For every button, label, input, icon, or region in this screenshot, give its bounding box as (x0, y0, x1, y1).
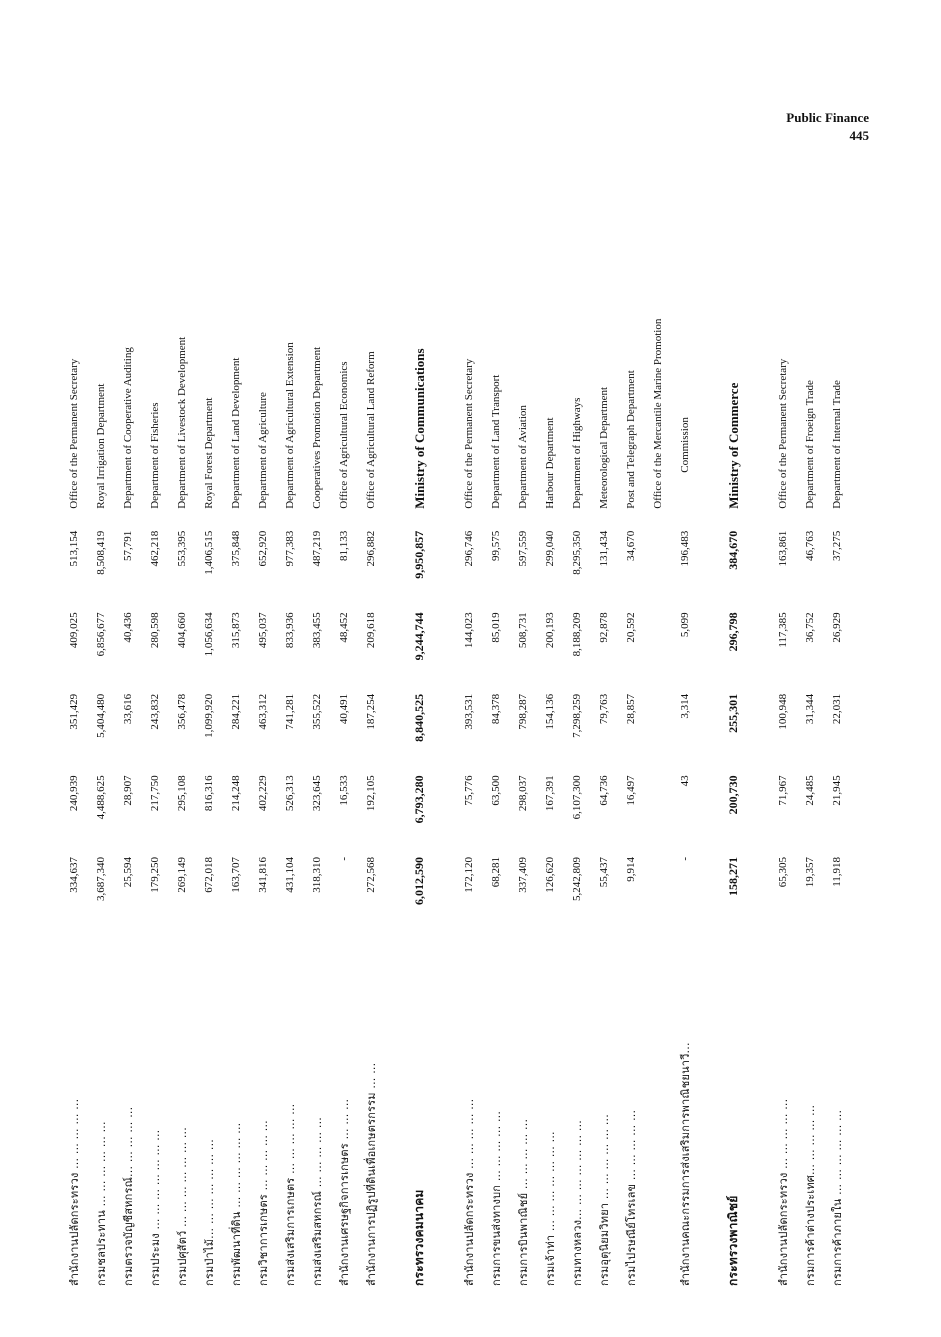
value-cell: 92,878 (597, 612, 610, 643)
value-cell: 8,508,419 (94, 530, 107, 575)
value-cell: 404,660 (175, 612, 188, 649)
value-cell: 144,023 (462, 612, 475, 649)
value-cell: - (337, 856, 350, 861)
value-cell: 9,950,857 (412, 530, 426, 579)
spacer-row (384, 175, 406, 1290)
thai-label: กรมไปรษณีย์โทรเลข ... ... ... ... ... (624, 1109, 638, 1286)
value-cell: 351,429 (67, 693, 80, 730)
value-cell: 40,491 (337, 693, 350, 725)
english-label: Office of the Permanent Secretary (67, 358, 80, 509)
table-row (455, 175, 482, 1290)
thai-label: สำนักงานปลัดกระทรวง ... ... ... ... ... (462, 1098, 476, 1286)
value-cell: 3,314 (678, 693, 691, 719)
value-cell: 209,618 (364, 612, 377, 649)
english-label: Department of Land Development (229, 357, 242, 509)
value-cell: 99,575 (489, 530, 502, 562)
value-cell: 240,939 (67, 775, 80, 812)
value-cell: 337,409 (516, 856, 529, 893)
value-cell: 11,918 (830, 856, 843, 887)
english-label: Harbour Department (543, 417, 556, 509)
value-cell: 75,776 (462, 775, 475, 806)
value-cell: - (678, 856, 691, 861)
value-cell: 192,105 (364, 775, 377, 812)
value-cell: 6,107,300 (570, 775, 583, 820)
table-row (168, 175, 195, 1290)
value-cell: 25,594 (121, 856, 134, 888)
value-cell: 356,478 (175, 693, 188, 730)
english-label: Royal Irrigation Department (94, 383, 107, 509)
table-row (357, 175, 384, 1290)
ministry-row (720, 175, 747, 1290)
english-label: Commission (678, 417, 691, 473)
value-cell: 100,948 (776, 693, 789, 730)
table-row (671, 175, 698, 1290)
value-cell: 126,620 (543, 856, 556, 893)
value-cell: 22,031 (830, 693, 843, 725)
value-cell: 269,149 (175, 856, 188, 893)
table-row (303, 175, 330, 1290)
rotated-table-container (60, 175, 870, 1290)
thai-label: สำนักงานคณะกรรมการส่งเสริมการพาณิชยนาวี... (678, 1042, 692, 1286)
value-cell: 200,730 (726, 775, 740, 815)
value-cell: 652,920 (256, 530, 269, 567)
table-row (60, 175, 87, 1290)
spacer-row (698, 175, 720, 1290)
value-cell: 409,025 (67, 612, 80, 649)
value-cell: 33,616 (121, 693, 134, 725)
value-cell: 26,929 (830, 612, 843, 643)
thai-label: กรมพัฒนาที่ดิน ... ... ... ... ... ... (229, 1122, 243, 1286)
table-row (590, 175, 617, 1290)
table-row (563, 175, 590, 1290)
value-cell: 318,310 (310, 856, 323, 893)
value-cell: 5,404,480 (94, 693, 107, 738)
value-cell: 526,313 (283, 775, 296, 812)
table-row (536, 175, 563, 1290)
table-row (141, 175, 168, 1290)
value-cell: 81,133 (337, 530, 350, 562)
value-cell: 40,436 (121, 612, 134, 643)
english-label: Office of the Mercantile Marine Promotion (651, 318, 664, 509)
spacer-cell (698, 175, 720, 1290)
value-cell: 43 (678, 775, 691, 787)
value-cell: 200,193 (543, 612, 556, 649)
value-cell: 71,967 (776, 775, 789, 806)
english-label: Office of the Permanent Secretary (776, 358, 789, 509)
value-cell: 296,746 (462, 530, 475, 567)
english-label: Department of Aviation (516, 405, 529, 509)
value-cell: 117,385 (776, 612, 789, 648)
value-cell: 37,275 (830, 530, 843, 562)
value-cell: 3,687,340 (94, 856, 107, 901)
value-cell: 597,559 (516, 530, 529, 567)
thai-label: สำนักงานปลัดกระทรวง ... ... ... ... ... (776, 1098, 790, 1286)
english-label: Office of the Permanent Secretary (462, 358, 475, 509)
thai-label: กรมตรวจบัญชีสหกรณ์... ... ... ... ... (121, 1106, 135, 1286)
thai-label: กรมอุตุนิยมวิทยา ... ... ... ... ... ... (597, 1114, 611, 1286)
value-cell: 513,154 (67, 530, 80, 567)
english-label: Cooperatives Promotion Department (310, 346, 323, 509)
thai-label: กรมชลประทาน ... ... ... ... ... ... (94, 1121, 108, 1286)
value-cell: 296,798 (726, 612, 740, 652)
value-cell: 1,406,515 (202, 530, 215, 575)
value-cell: 158,271 (726, 856, 740, 896)
table-row (195, 175, 222, 1290)
thai-label: กรมส่งเสริมสหกรณ์ ... ... ... ... ... (310, 1116, 324, 1286)
value-cell: 196,483 (678, 530, 691, 567)
value-cell: 298,037 (516, 775, 529, 812)
thai-label: สำนักงานการปฏิรูปที่ดินเพื่อเกษตรกรรม ... ... (364, 1062, 378, 1286)
value-cell: 272,568 (364, 856, 377, 893)
value-cell (644, 604, 671, 686)
table-row (823, 175, 850, 1290)
page-header (786, 110, 869, 144)
spacer-row (747, 175, 769, 1290)
thai-label: กรมวิชาการเกษตร ... ... ... ... ... (256, 1120, 270, 1286)
english-label: Department of Agriculture (256, 392, 269, 509)
value-cell: 34,670 (624, 530, 637, 562)
value-cell: 154,136 (543, 693, 556, 730)
thai-label: สำนักงานเศรษฐกิจการเกษตร ... ... ... (337, 1098, 351, 1286)
thai-label: กรมการค้าภายใน ... ... ... ... ... ... (830, 1109, 844, 1286)
value-cell: 5,099 (678, 612, 691, 638)
value-cell (644, 686, 671, 768)
value-cell: 163,707 (229, 856, 242, 893)
value-cell: 672,018 (202, 856, 215, 893)
table-row (87, 175, 114, 1290)
table-row (769, 175, 796, 1290)
value-cell: 6,012,590 (412, 856, 426, 905)
value-cell: 315,873 (229, 612, 242, 649)
value-cell: 798,287 (516, 693, 529, 730)
spacer-row (433, 175, 455, 1290)
value-cell: 63,500 (489, 775, 502, 806)
value-cell: 187,254 (364, 693, 377, 730)
value-cell: 375,848 (229, 530, 242, 567)
value-cell: 65,305 (776, 856, 789, 888)
english-label: Department of Highways (570, 397, 583, 509)
english-label: Ministry of Commerce (725, 382, 741, 509)
english-label: Post and Telegraph Department (624, 370, 637, 509)
english-label: Department of Internal Trade (830, 380, 843, 509)
value-cell: 55,437 (597, 856, 610, 888)
thai-label: กรมป่าไม้... ... ... ... ... ... ... (202, 1139, 216, 1286)
value-cell: 495,037 (256, 612, 269, 649)
thai-label: กระทรวงคมนาคม (412, 1189, 426, 1286)
value-cell: 553,395 (175, 530, 188, 567)
value-cell: 8,295,350 (570, 530, 583, 575)
value-cell: 393,531 (462, 693, 475, 730)
value-cell: 1,056,634 (202, 612, 215, 657)
value-cell: 64,736 (597, 775, 610, 806)
english-label: Department of Agricultural Extension (283, 342, 296, 509)
value-cell: 214,248 (229, 775, 242, 812)
value-cell: 255,301 (726, 693, 740, 733)
thai-label: กรมประมง ... ... ... ... ... ... ... (148, 1129, 162, 1286)
value-cell: 4,488,625 (94, 775, 107, 820)
value-cell: 9,914 (624, 856, 637, 882)
value-cell: 8,188,209 (570, 612, 583, 657)
value-cell: 24,485 (803, 775, 816, 806)
value-cell: 48,452 (337, 612, 350, 643)
table-row (249, 175, 276, 1290)
value-cell: 20,592 (624, 612, 637, 643)
thai-label: กรมปศุสัตว์ ... ... ... ... ... ... ... (175, 1127, 189, 1286)
value-cell: 16,533 (337, 775, 350, 806)
value-cell: 6,793,280 (412, 775, 426, 824)
thai-label: กรมการค้าต่างประเทศ... ... ... ... ... (803, 1104, 817, 1286)
value-cell (644, 767, 671, 849)
budget-table (60, 175, 850, 1290)
english-label: Office of Agricultural Land Reform (364, 351, 377, 509)
running-title: Public Finance (786, 110, 869, 125)
english-label: Ministry of Communications (411, 348, 427, 509)
value-cell: 355,522 (310, 693, 323, 730)
value-cell: 431,104 (283, 856, 296, 893)
value-cell: 487,219 (310, 530, 323, 567)
value-cell: 31,344 (803, 693, 816, 725)
table-row (509, 175, 536, 1290)
value-cell: 383,455 (310, 612, 323, 649)
thai-label: กรมทางหลวง... ... ... ... ... ... ... (570, 1120, 584, 1286)
value-cell: 741,281 (283, 693, 296, 730)
english-label: Department of Cooperative Auditing (121, 347, 134, 509)
english-label: Meteorological Department (597, 386, 610, 509)
value-cell: 508,731 (516, 612, 529, 649)
value-cell: 85,019 (489, 612, 502, 643)
value-cell: 21,945 (830, 775, 843, 806)
value-cell: 57,791 (121, 530, 134, 562)
value-cell: 977,383 (283, 530, 296, 567)
value-cell: 167,391 (543, 775, 556, 812)
spacer-cell (747, 175, 769, 1290)
table-row (796, 175, 823, 1290)
table-row (330, 175, 357, 1290)
value-cell: 68,281 (489, 856, 502, 888)
english-label: Department of Livestock Development (175, 336, 188, 509)
value-cell: 9,244,744 (412, 612, 426, 661)
value-cell: 8,840,525 (412, 693, 426, 742)
english-label: Department of Fisheries (148, 402, 161, 509)
value-cell: 323,645 (310, 775, 323, 812)
value-cell: 280,598 (148, 612, 161, 649)
value-cell: 462,218 (148, 530, 161, 567)
thai-label: กรมเจ้าท่า ... ... ... ... ... ... ... (543, 1131, 557, 1286)
thai-label: กรมการบินพาณิชย์ ... ... ... ... ... (516, 1118, 530, 1286)
english-label: Royal Forest Department (202, 397, 215, 509)
value-cell (644, 523, 671, 605)
table-row (222, 175, 249, 1290)
value-cell: 284,221 (229, 693, 242, 730)
thai-label: กรมส่งเสริมการเกษตร ... ... ... ... ... (283, 1103, 297, 1286)
value-cell (644, 849, 671, 931)
english-label: Department of Land Transport (489, 374, 502, 509)
ministry-row (406, 175, 433, 1290)
table-row (617, 175, 644, 1290)
value-cell: 1,099,920 (202, 693, 215, 738)
english-label: Department of Froeign Trade (803, 380, 816, 509)
value-cell: 833,936 (283, 612, 296, 649)
budget-table-body (60, 175, 850, 1290)
value-cell: 334,637 (67, 856, 80, 893)
value-cell: 19,357 (803, 856, 816, 888)
value-cell: 463,312 (256, 693, 269, 730)
value-cell: 131,434 (597, 530, 610, 567)
value-cell: 28,907 (121, 775, 134, 806)
thai-label: สำนักงานปลัดกระทรวง ... ... ... ... ... (67, 1098, 81, 1286)
table-row (114, 175, 141, 1290)
value-cell: 296,882 (364, 530, 377, 567)
value-cell: 295,108 (175, 775, 188, 812)
value-cell: 36,752 (803, 612, 816, 643)
value-cell: 79,763 (597, 693, 610, 725)
page-number: 445 (849, 128, 869, 143)
table-row (276, 175, 303, 1290)
value-cell: 243,832 (148, 693, 161, 730)
value-cell: 28,857 (624, 693, 637, 725)
table-row (482, 175, 509, 1290)
value-cell: 402,229 (256, 775, 269, 812)
value-cell: 46,763 (803, 530, 816, 562)
value-cell: 299,040 (543, 530, 556, 567)
value-cell: 384,670 (726, 530, 740, 570)
table-row (644, 175, 671, 1290)
value-cell: 341,816 (256, 856, 269, 893)
value-cell: 5,242,809 (570, 856, 583, 901)
value-cell: 172,120 (462, 856, 475, 893)
value-cell: 16,497 (624, 775, 637, 806)
thai-label (644, 931, 671, 1291)
value-cell: 179,250 (148, 856, 161, 893)
spacer-cell (384, 175, 406, 1290)
thai-label: กระทรวงพาณิชย์ (726, 1195, 740, 1286)
english-label: Office of Agricultural Economics (337, 361, 350, 509)
value-cell: 7,298,259 (570, 693, 583, 738)
spacer-cell (433, 175, 455, 1290)
value-cell: 6,856,677 (94, 612, 107, 657)
thai-label: กรมการขนส่งทางบก ... ... ... ... ... (489, 1110, 503, 1286)
value-cell: 163,861 (776, 530, 789, 567)
value-cell: 217,750 (148, 775, 161, 812)
value-cell: 84,378 (489, 693, 502, 725)
value-cell: 816,316 (202, 775, 215, 812)
